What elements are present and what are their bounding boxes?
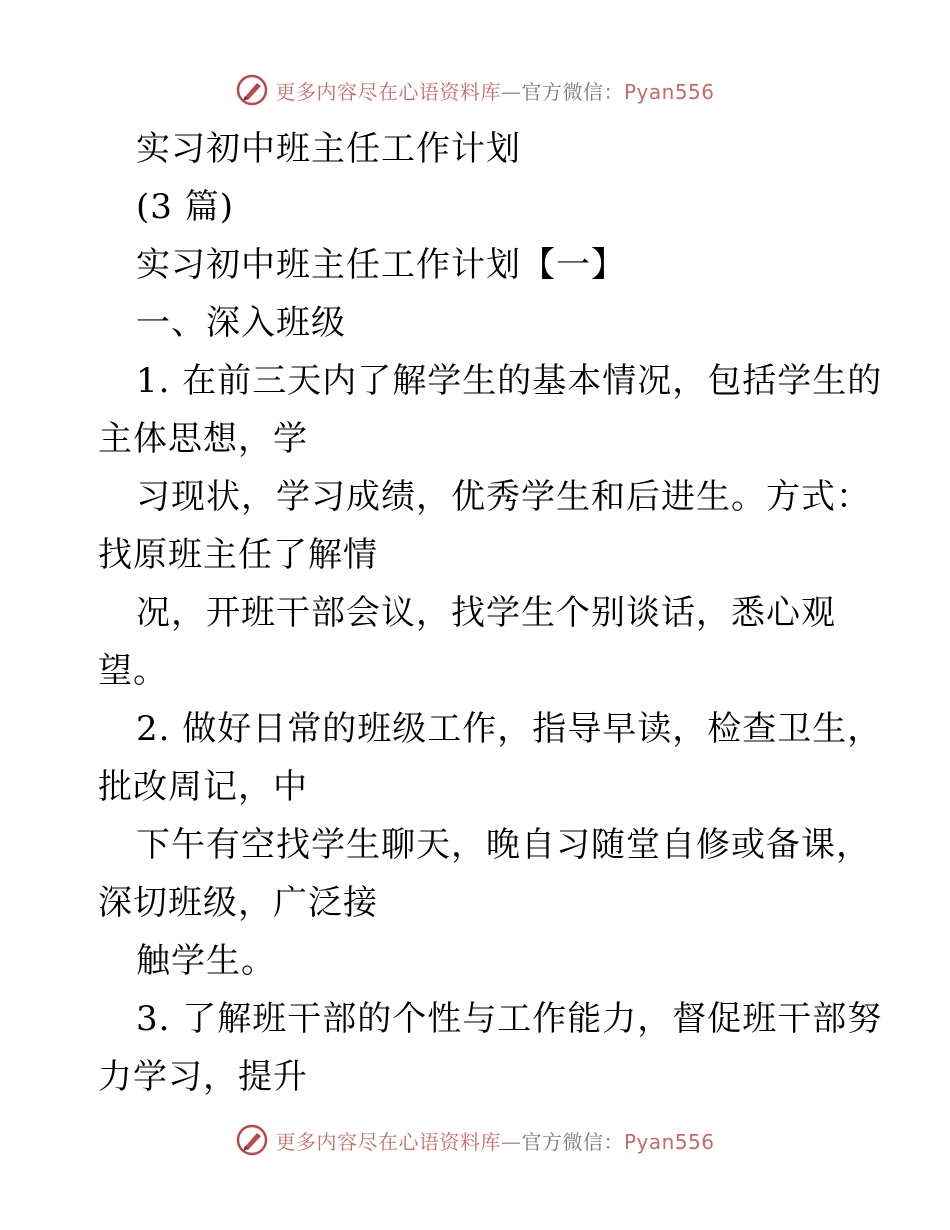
- watermark-dash: —: [500, 79, 522, 104]
- doc-line: 力学习，提升: [98, 1057, 308, 1097]
- doc-line: 实习初中班主任工作计划: [136, 129, 521, 169]
- doc-line: 2. 做好日常的班级工作，指导早读，检查卫生，: [136, 709, 883, 749]
- doc-line: (3 篇): [136, 187, 234, 227]
- header-watermark: [0, 70, 950, 110]
- pen-circle-icon: [235, 1123, 269, 1157]
- doc-line: 3. 了解班干部的个性与工作能力，督促班干部努: [136, 999, 883, 1039]
- watermark-text: [275, 76, 714, 105]
- watermark-wechat-id: Pyan556: [623, 79, 715, 104]
- watermark-wechat-label: 官方微信：: [521, 1129, 624, 1154]
- doc-line: 1. 在前三天内了解学生的基本情况，包括学生的: [136, 361, 883, 401]
- watermark-dash: —: [500, 1129, 522, 1154]
- pen-circle-icon: [235, 73, 269, 107]
- doc-line: 习现状，学习成绩，优秀学生和后进生。方式：: [136, 477, 871, 517]
- doc-line: 主体思想，学: [98, 419, 308, 459]
- watermark-wechat-label: 官方微信：: [521, 79, 624, 104]
- doc-line: 深切班级，广泛接: [98, 883, 378, 923]
- watermark-brand: 更多内容尽在心语资料库: [275, 79, 501, 104]
- doc-line: 下午有空找学生聊天，晚自习随堂自修或备课，: [136, 825, 871, 865]
- watermark-brand: 更多内容尽在心语资料库: [275, 1129, 501, 1154]
- doc-line: 找原班主任了解情: [98, 535, 378, 575]
- doc-line: 批改周记，中: [98, 767, 308, 807]
- watermark-wechat-id: Pyan556: [623, 1129, 715, 1154]
- doc-line: 望。: [98, 651, 168, 691]
- footer-watermark: [0, 1120, 950, 1160]
- doc-line: 况，开班干部会议，找学生个别谈话，悉心观: [136, 593, 836, 633]
- doc-line: 实习初中班主任工作计划【一】: [136, 245, 626, 285]
- doc-line: 一、深入班级: [136, 303, 346, 343]
- document-body: [98, 120, 883, 1106]
- watermark-text: [275, 1126, 714, 1155]
- doc-line: 触学生。: [136, 941, 276, 981]
